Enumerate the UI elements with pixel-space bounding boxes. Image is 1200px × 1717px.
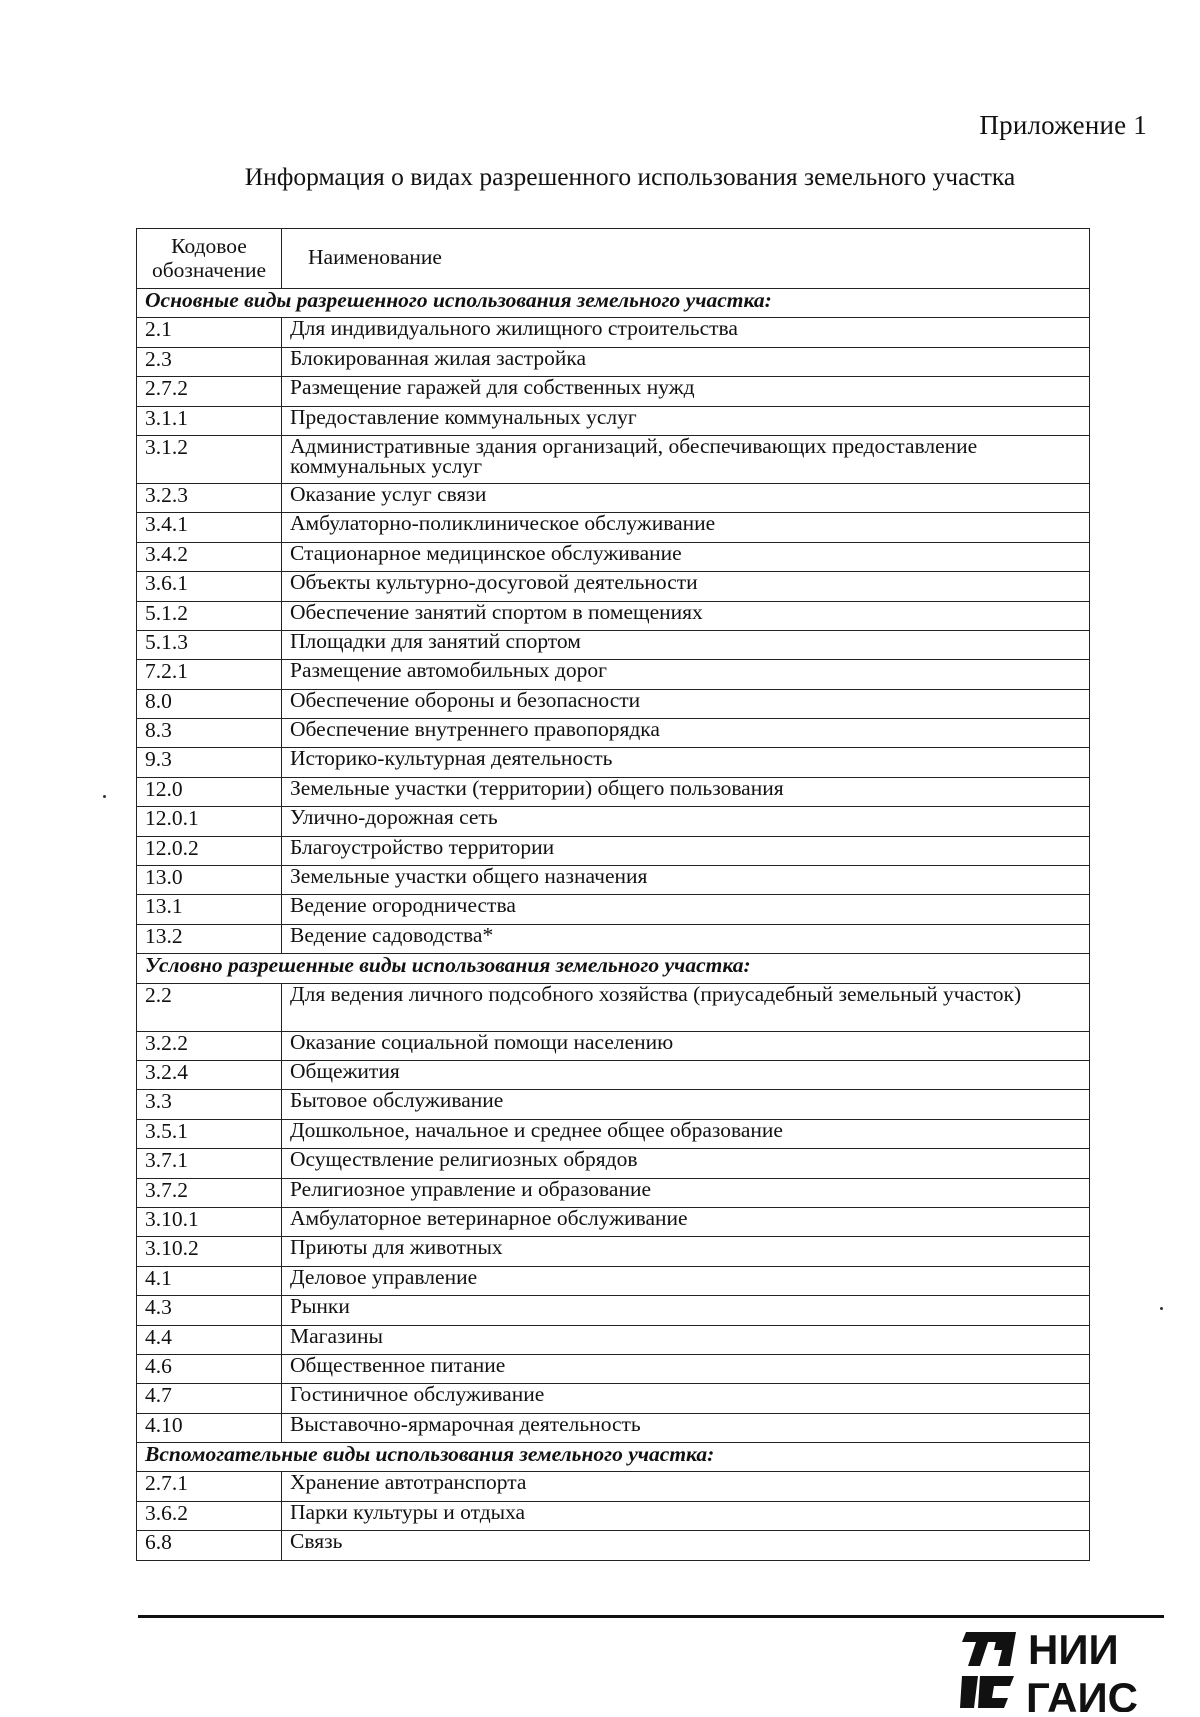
code-cell: 3.2.3 [137,483,282,512]
code-cell: 3.7.2 [137,1178,282,1207]
code-cell: 3.10.1 [137,1207,282,1236]
table-body [137,289,1090,1561]
code-cell: 9.3 [137,748,282,777]
code-cell: 7.2.1 [137,660,282,689]
code-cell: 3.6.2 [137,1501,282,1530]
name-cell: Связь [282,1531,1090,1560]
code-cell: 4.3 [137,1296,282,1325]
code-cell: 12.0.1 [137,807,282,836]
table-row [137,630,1090,659]
table-row [137,1325,1090,1354]
table-row [137,1149,1090,1178]
table-row [137,1237,1090,1266]
name-cell: Стационарное медицинское обслуживание [282,542,1090,571]
name-cell: Бытовое обслуживание [282,1090,1090,1119]
name-cell: Дошкольное, начальное и среднее общее образование [282,1119,1090,1148]
logo-text-line1: НИИ [1028,1626,1119,1673]
name-cell: Общежития [282,1060,1090,1089]
code-cell: 2.3 [137,347,282,376]
table-row [137,377,1090,406]
table-row [137,542,1090,571]
appendix-label: Приложение 1 [979,110,1147,140]
name-cell: Земельные участки (территории) общего пользования [282,777,1090,806]
table-row [137,1413,1090,1442]
name-cell: Гостиничное обслуживание [282,1384,1090,1413]
section-header-row [137,1443,1090,1472]
code-cell: 4.10 [137,1413,282,1442]
code-cell: 13.0 [137,866,282,895]
code-cell: 12.0.2 [137,836,282,865]
code-cell: 3.10.2 [137,1237,282,1266]
code-cell: 3.1.2 [137,435,282,483]
scan-speck [1160,1307,1163,1310]
table-row [137,1501,1090,1530]
section-header-row [137,289,1090,318]
table-row [137,719,1090,748]
document-title: Информация о видах разрешенного использования земельного участка [244,162,1016,191]
section-title: Вспомогательные виды использования земельного участка: [137,1443,1090,1472]
table-row [137,406,1090,435]
land-use-table [136,228,1090,1561]
code-cell: 3.5.1 [137,1119,282,1148]
name-cell: Обеспечение обороны и безопасности [282,689,1090,718]
name-cell: Магазины [282,1325,1090,1354]
code-cell: 3.4.2 [137,542,282,571]
table-row [137,318,1090,347]
table-row [137,895,1090,924]
table-row [137,513,1090,542]
table-row [137,807,1090,836]
code-cell: 4.1 [137,1266,282,1295]
table-header-row [137,229,1090,289]
code-cell: 5.1.3 [137,630,282,659]
name-cell: Для индивидуального жилищного строительства [282,318,1090,347]
code-cell: 6.8 [137,1531,282,1560]
name-cell: Приюты для животных [282,1237,1090,1266]
name-cell: Осуществление религиозных обрядов [282,1149,1090,1178]
name-cell: Амбулаторно-поликлиническое обслуживание [282,513,1090,542]
table-row [137,1384,1090,1413]
code-cell: 3.6.1 [137,572,282,601]
table-row [137,983,1090,1031]
table-row [137,1119,1090,1148]
scan-speck [103,795,106,798]
table-row [137,1266,1090,1295]
name-cell: Рынки [282,1296,1090,1325]
table-row [137,1531,1090,1560]
code-cell: 8.0 [137,689,282,718]
name-cell: Земельные участки общего назначения [282,866,1090,895]
name-cell: Размещение гаражей для собственных нужд [282,377,1090,406]
name-cell: Административные здания организаций, обеспечивающих предоставление коммунальных услуг [282,435,1090,483]
name-cell: Амбулаторное ветеринарное обслуживание [282,1207,1090,1236]
code-cell: 13.1 [137,895,282,924]
name-cell: Обеспечение занятий спортом в помещениях [282,601,1090,630]
code-cell: 2.1 [137,318,282,347]
table-row [137,777,1090,806]
name-cell: Парки культуры и отдыха [282,1501,1090,1530]
code-cell: 3.2.4 [137,1060,282,1089]
code-cell: 4.7 [137,1384,282,1413]
logo-text-line2: ГАИС [1026,1674,1139,1712]
nii-gais-logo [958,1624,1168,1712]
table-row [137,601,1090,630]
code-cell: 3.7.1 [137,1149,282,1178]
table-row [137,1472,1090,1501]
code-cell: 13.2 [137,924,282,953]
section-title: Условно разрешенные виды использования земельного участка: [137,954,1090,983]
name-cell: Оказание социальной помощи населению [282,1031,1090,1060]
code-cell: 3.2.2 [137,1031,282,1060]
table-row [137,1178,1090,1207]
name-cell: Религиозное управление и образование [282,1178,1090,1207]
code-cell: 3.3 [137,1090,282,1119]
table-row [137,1060,1090,1089]
table-row [137,1090,1090,1119]
table-row [137,1296,1090,1325]
name-cell: Общественное питание [282,1354,1090,1383]
section-title: Основные виды разрешенного использования земельного участка: [137,289,1090,318]
name-cell: Благоустройство территории [282,836,1090,865]
code-cell: 3.4.1 [137,513,282,542]
name-cell: Улично-дорожная сеть [282,807,1090,836]
section-header-row [137,954,1090,983]
table-row [137,660,1090,689]
table-row [137,483,1090,512]
code-cell: 5.1.2 [137,601,282,630]
name-cell: Выставочно-ярмарочная деятельность [282,1413,1090,1442]
table-row [137,572,1090,601]
code-cell: 8.3 [137,719,282,748]
footer-divider [138,1615,1164,1618]
name-cell: Блокированная жилая застройка [282,347,1090,376]
name-cell: Площадки для занятий спортом [282,630,1090,659]
name-cell: Хранение автотранспорта [282,1472,1090,1501]
code-cell: 2.7.1 [137,1472,282,1501]
name-cell: Размещение автомобильных дорог [282,660,1090,689]
table-row [137,689,1090,718]
table-row [137,866,1090,895]
table-row [137,1354,1090,1383]
table-row [137,435,1090,483]
column-header-code: Кодовое обозначение [137,229,282,289]
table-row [137,347,1090,376]
name-cell: Предоставление коммунальных услуг [282,406,1090,435]
column-header-name: Наименование [282,229,1090,289]
code-cell: 4.6 [137,1354,282,1383]
name-cell: Ведение огородничества [282,895,1090,924]
table-row [137,1031,1090,1060]
code-cell: 12.0 [137,777,282,806]
table-row [137,1207,1090,1236]
table-row [137,836,1090,865]
name-cell: Оказание услуг связи [282,483,1090,512]
code-cell: 4.4 [137,1325,282,1354]
table-row [137,924,1090,953]
name-cell: Деловое управление [282,1266,1090,1295]
name-cell: Обеспечение внутреннего правопорядка [282,719,1090,748]
code-cell: 2.7.2 [137,377,282,406]
table-row [137,748,1090,777]
name-cell: Ведение садоводства* [282,924,1090,953]
name-cell: Историко-культурная деятельность [282,748,1090,777]
code-cell: 2.2 [137,983,282,1031]
name-cell: Для ведения личного подсобного хозяйства (приусадебный земельный участок) [282,983,1090,1031]
name-cell: Объекты культурно-досуговой деятельности [282,572,1090,601]
code-cell: 3.1.1 [137,406,282,435]
